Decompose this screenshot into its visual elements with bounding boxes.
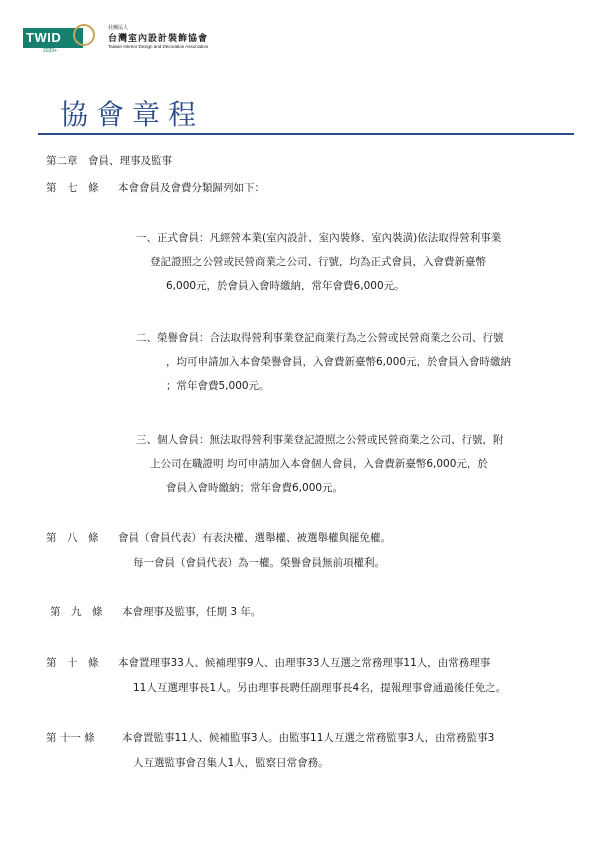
article-9-text: 本會理事及監事，任期 3 年。 — [122, 606, 262, 618]
article-7-text: 本會會員及會費分類歸列如下： — [118, 182, 265, 194]
org-name: 台灣室內設計裝飾協會 — [108, 34, 209, 44]
item-1-line-3: 6,000元，於會員入會時繳納，常年會費6,000元。 — [166, 280, 405, 292]
article-10-number: 第 十 條 — [46, 657, 99, 669]
article-8-line-2: 每一會員（會員代表）為一權。榮譽會員無前項權利。 — [133, 557, 385, 569]
item-2-line-3: ；常年會費5,000元。 — [166, 380, 270, 392]
item-3-line-1: 三、個人會員：無法取得營利事業登記證照之公營或民營商業之公司、行號，附 — [136, 434, 504, 446]
article-8-line-1: 會員（會員代表）有表決權、選舉權、被選舉權與罷免權。 — [118, 532, 391, 544]
item-3-line-2: 上公司在職證明 均可申請加入本會個人會員，入會費新臺幣6,000元，於 — [150, 458, 488, 470]
item-2-line-2: ，均可申請加入本會榮譽會員，入會費新臺幣6,000元，於會員入會時繳納 — [166, 356, 512, 368]
chapter-heading: 第二章 會員、理事及監事 — [46, 155, 172, 167]
twid-logo-badge: TWID — [23, 28, 83, 48]
article-7-number: 第 七 條 — [46, 182, 99, 194]
article-11-number: 第 十一 條 — [46, 732, 95, 744]
item-1-line-1: 一、正式會員：凡經營本業(室內設計、室內裝修、室內裝潢)依法取得營利事業 — [136, 232, 502, 244]
article-8-number: 第 八 條 — [46, 532, 99, 544]
org-prefix: 社團法人 — [108, 25, 129, 31]
article-10-line-1: 本會置理事33人、候補理事9人、由理事33人互選之常務理事11人，由常務理事 — [118, 657, 491, 669]
item-3-line-3: 會員入會時繳納；常年會費6,000元。 — [166, 482, 344, 494]
logo-year: 2020+ — [43, 48, 58, 54]
article-11-line-1: 本會置監事11人、候補監事3人。由監事11人互選之常務監事3人，由常務監事3 — [122, 732, 495, 744]
logo-swirl-icon — [73, 24, 95, 46]
item-2-line-1: 二、榮譽會員：合法取得營利事業登記商業行為之公營或民營商業之公司、行號 — [136, 332, 504, 344]
article-9-number: 第 九 條 — [50, 606, 103, 618]
title-divider — [38, 133, 574, 135]
association-logo — [23, 22, 223, 54]
item-1-line-2: 登記證照之公營或民營商業之公司、行號，均為正式會員，入會費新臺幣 — [150, 256, 486, 268]
article-10-line-2: 11人互選理事長1人。另由理事長聘任副理事長4名，提報理事會通過後任免之。 — [133, 682, 507, 694]
org-english-name: Taiwan Interior Design and Decoration Association — [108, 44, 209, 49]
article-11-line-2: 人互選監事會召集人1人，監察日常會務。 — [133, 757, 329, 769]
page-title: 協會章程 — [60, 98, 205, 131]
